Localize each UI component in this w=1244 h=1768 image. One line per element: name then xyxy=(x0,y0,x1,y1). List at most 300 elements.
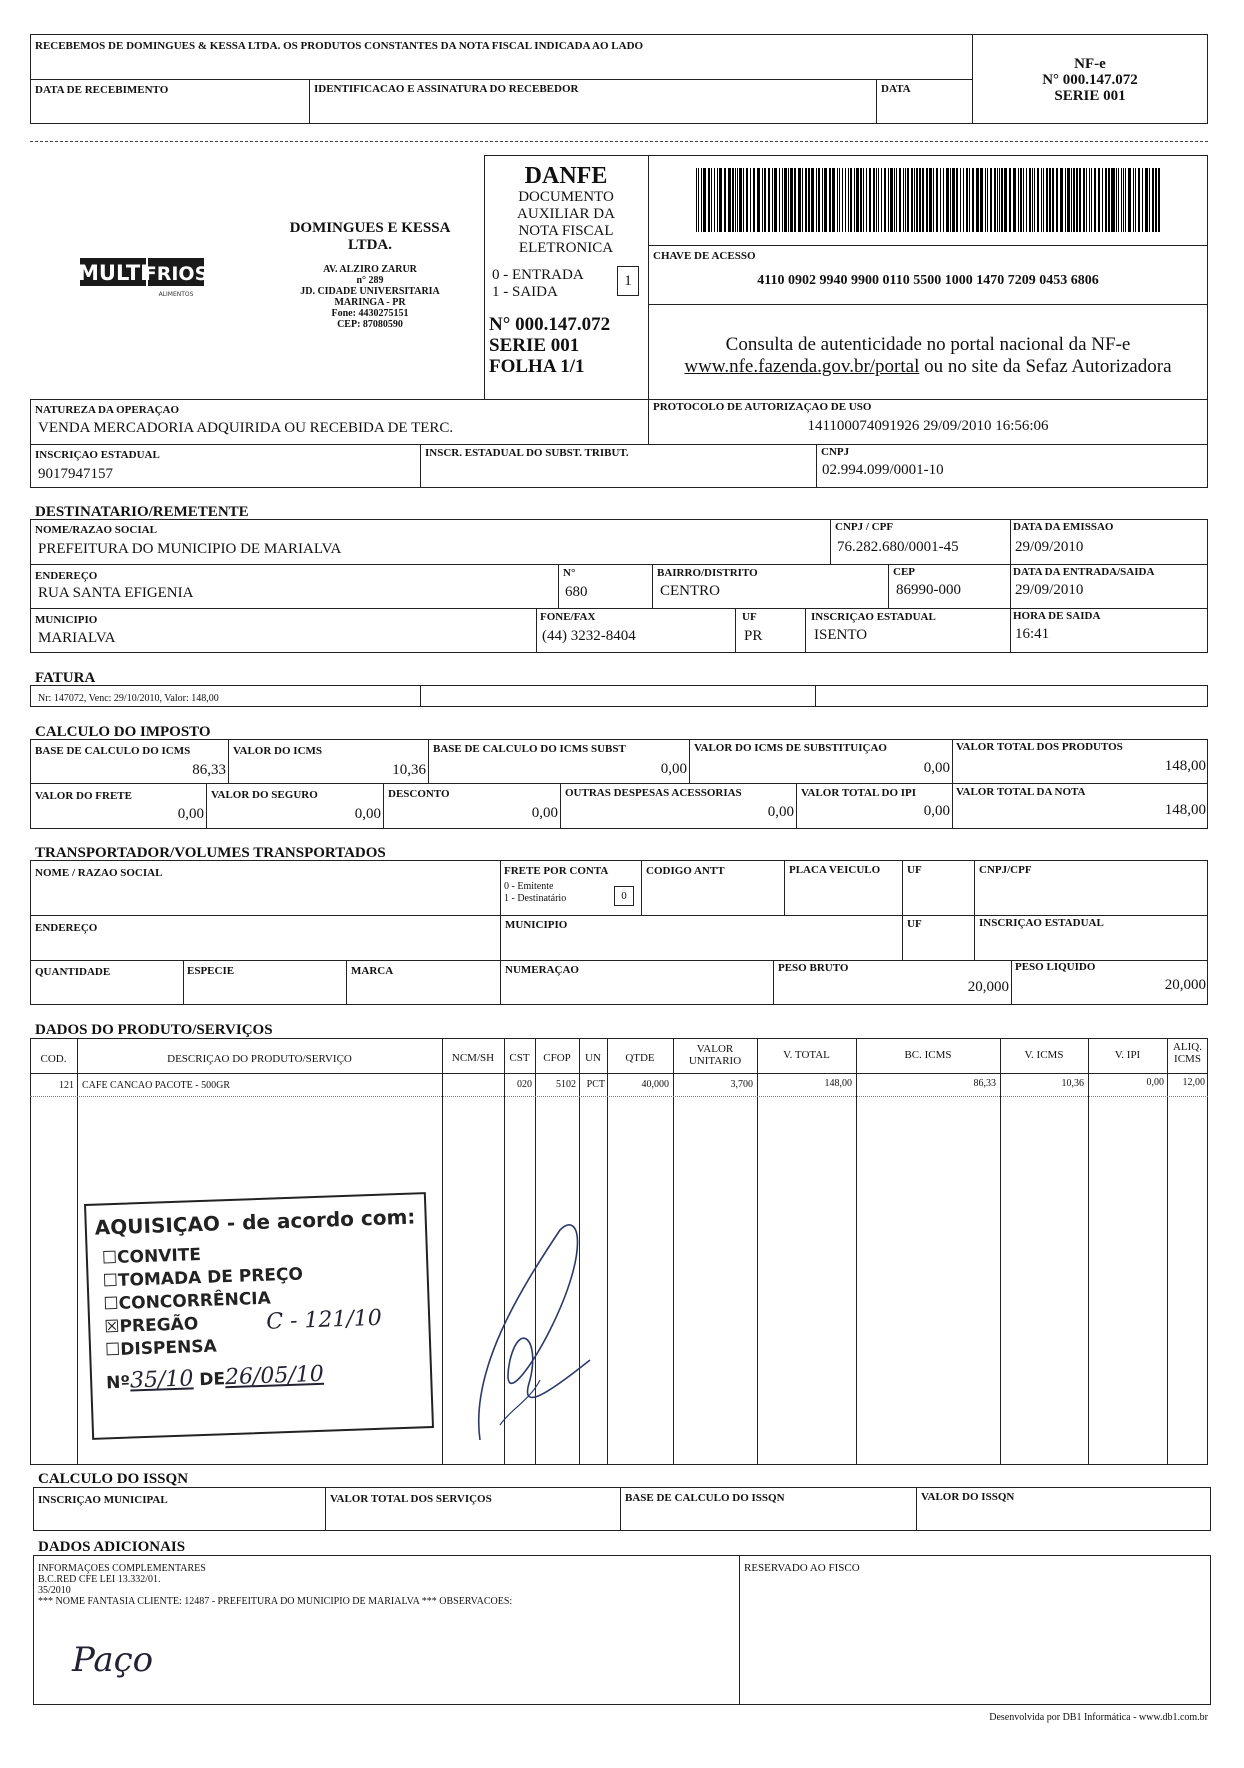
barcode-bar xyxy=(1123,168,1124,232)
barcode-bar xyxy=(832,168,834,232)
barcode-bar xyxy=(927,168,928,232)
barcode-bar xyxy=(1098,168,1100,232)
outras-value: 0,00 xyxy=(767,804,794,820)
barcode-bar xyxy=(1152,168,1154,232)
transp-marca-label: MARCA xyxy=(351,965,394,977)
ipi-value: 0,00 xyxy=(923,803,950,819)
barcode-bar xyxy=(963,168,965,232)
nota-value: 148,00 xyxy=(1164,802,1206,818)
barcode-bar xyxy=(878,168,880,232)
checkbox-empty-icon: ☐ xyxy=(101,1247,118,1269)
transp-frete-opt1: 1 - Destinatário xyxy=(504,893,567,904)
barcode-bar xyxy=(985,168,986,232)
row-cfop: 5102 xyxy=(556,1079,576,1090)
barcode-bar xyxy=(999,168,1000,232)
col-vicms: V. ICMS xyxy=(1024,1049,1064,1061)
barcode-bar xyxy=(1041,168,1042,232)
desconto-value: 0,00 xyxy=(531,805,558,821)
info-line3: *** NOME FANTASIA CLIENTE: 12487 - PREFEITURA DO MUNICIPIO DE MARIALVA *** OBSERVACOES: xyxy=(38,1596,513,1607)
barcode-bar xyxy=(899,168,901,232)
info-label: INFORMAÇOES COMPLEMENTARES xyxy=(38,1563,206,1574)
barcode-bar xyxy=(919,168,921,232)
row-vipi: 0,00 xyxy=(1146,1077,1164,1088)
transp-frete-box xyxy=(614,886,634,906)
dest-num: 680 xyxy=(565,584,588,600)
emitente-endereco: AV. ALZIRO ZARUR xyxy=(323,264,417,275)
table-column-divider xyxy=(673,1038,674,1465)
v-prod-value: 148,00 xyxy=(1164,758,1206,774)
barcode-bar xyxy=(873,168,875,232)
barcode-bar xyxy=(1125,168,1127,232)
barcode-bar xyxy=(990,168,992,232)
barcode-bar xyxy=(719,168,721,232)
issqn-box xyxy=(33,1487,1211,1531)
barcode-bar xyxy=(1034,168,1036,232)
barcode-bar xyxy=(1094,168,1096,232)
fisco-label: RESERVADO AO FISCO xyxy=(744,1562,860,1574)
transp-endereco-label: ENDEREÇO xyxy=(35,922,98,934)
barcode-bar xyxy=(926,168,927,232)
dest-ie: ISENTO xyxy=(814,627,868,643)
bc-st-label: BASE DE CALCULO DO ICMS SUBST xyxy=(433,743,626,755)
col-cst: CST xyxy=(509,1052,530,1064)
v-st-value: 0,00 xyxy=(923,760,950,776)
dest-cnpj-label: CNPJ / CPF xyxy=(835,521,894,533)
dest-cep-label: CEP xyxy=(893,566,915,578)
chave-label: CHAVE DE ACESSO xyxy=(653,250,756,262)
dest-uf: PR xyxy=(744,628,763,644)
adicionais-title: DADOS ADICIONAIS xyxy=(38,1539,186,1555)
v-st-label: VALOR DO ICMS DE SUBSTITUIÇAO xyxy=(694,742,887,754)
barcode-bar xyxy=(782,168,783,232)
barcode-bar xyxy=(969,168,970,232)
barcode-bar xyxy=(808,168,810,232)
barcode-bar xyxy=(1043,168,1045,232)
outras-label: OUTRAS DESPESAS ACESSORIAS xyxy=(565,787,742,799)
transp-uf2-label: UF xyxy=(907,918,922,930)
seguro-label: VALOR DO SEGURO xyxy=(211,789,318,801)
barcode-bar xyxy=(894,168,896,232)
barcode-bar xyxy=(981,168,983,232)
consulta-block xyxy=(648,334,1208,378)
barcode-bar xyxy=(728,168,730,232)
produtos-title: DADOS DO PRODUTO/SERVIÇOS xyxy=(35,1022,273,1038)
v-icms-label: VALOR DO ICMS xyxy=(233,745,323,757)
issqn-bc-label: BASE DE CALCULO DO ISSQN xyxy=(625,1492,785,1504)
barcode-bar xyxy=(708,168,710,232)
bc-icms-label: BASE DE CALCULO DO ICMS xyxy=(35,745,191,757)
transp-peso-liq-label: PESO LIQUIDO xyxy=(1015,961,1096,973)
col-cfop: CFOP xyxy=(543,1052,571,1064)
imposto-title: CALCULO DO IMPOSTO xyxy=(35,724,211,740)
ie-value: 9017947157 xyxy=(38,466,113,482)
row-vunit: 3,700 xyxy=(730,1079,753,1090)
barcode-bar xyxy=(779,168,781,232)
desconto-label: DESCONTO xyxy=(388,788,450,800)
barcode-bar xyxy=(1133,168,1134,232)
consulta-line2 xyxy=(648,356,1208,378)
barcode-bar xyxy=(1029,168,1031,232)
chave-value: 4110 0902 9940 9900 0110 5500 1000 1470 7209 0453 6806 xyxy=(757,273,1099,288)
checkbox-empty-icon: ☐ xyxy=(103,1293,120,1315)
logo-text-multi: MULTI xyxy=(78,261,148,285)
v-prod-label: VALOR TOTAL DOS PRODUTOS xyxy=(956,741,1123,753)
barcode-bar xyxy=(1060,168,1062,232)
barcode-bar xyxy=(876,168,877,232)
dest-nome: PREFEITURA DO MUNICIPIO DE MARIALVA xyxy=(38,541,342,557)
barcode-bar xyxy=(980,168,981,232)
barcode-bar xyxy=(696,168,697,232)
dest-num-label: N° xyxy=(563,567,576,579)
identificacao-label: IDENTIFICACAO E ASSINATURA DO RECEBEDOR xyxy=(314,83,579,95)
emitente-bairro: JD. CIDADE UNIVERSITARIA xyxy=(300,286,440,297)
consulta-line2-rest: ou no site da Sefaz Autorizadora xyxy=(919,356,1172,377)
barcode-bar xyxy=(1108,168,1110,232)
table-column-divider xyxy=(856,1038,857,1465)
barcode-bar xyxy=(922,168,924,232)
emitente-cidade: MARINGA - PR xyxy=(334,297,406,308)
barcode-bar xyxy=(940,168,941,232)
barcode-bar xyxy=(1020,168,1022,232)
barcode-bar xyxy=(866,168,867,232)
barcode-bar xyxy=(701,168,703,232)
recebemos-text: RECEBEMOS DE DOMINGUES & KESSA LTDA. OS PRODUTOS CONSTANTES DA NOTA FISCAL INDICADA AO LADO xyxy=(35,40,644,52)
natureza-value: VENDA MERCADORIA ADQUIRIDA OU RECEBIDA DE TERC. xyxy=(38,420,454,436)
dest-cep: 86990-000 xyxy=(896,582,961,598)
row-un: PCT xyxy=(586,1079,605,1090)
company-logo xyxy=(78,254,206,298)
barcode-bar xyxy=(802,168,804,232)
dest-entrada-label: DATA DA ENTRADA/SAIDA xyxy=(1013,566,1155,578)
row-desc: CAFE CANCAO PACOTE - 500GR xyxy=(82,1080,230,1091)
destinatario-title: DESTINATARIO/REMETENTE xyxy=(35,504,249,520)
col-bcicms: BC. ICMS xyxy=(904,1049,952,1061)
data-label: DATA xyxy=(881,83,911,95)
portal-link[interactable]: www.nfe.fazenda.gov.br/portal xyxy=(684,356,920,377)
frete-label: VALOR DO FRETE xyxy=(35,790,132,802)
v-icms-value: 10,36 xyxy=(392,762,426,778)
issqn-v-label: VALOR DO ISSQN xyxy=(921,1491,1015,1503)
dest-bairro-label: BAIRRO/DISTRITO xyxy=(657,567,758,579)
table-column-divider xyxy=(77,1038,78,1465)
canhoto-hline xyxy=(30,79,972,80)
dest-hora-label: HORA DE SAIDA xyxy=(1013,610,1101,622)
barcode-bar xyxy=(1145,168,1147,232)
data-recebimento-label: DATA DE RECEBIMENTO xyxy=(35,84,169,96)
barcode-bar xyxy=(757,168,759,232)
cnpj-value: 02.994.099/0001-10 xyxy=(822,462,944,478)
barcode-bar xyxy=(952,168,954,232)
stamp-options xyxy=(102,1240,306,1362)
info-line2: 35/2010 xyxy=(38,1585,71,1596)
stamp-opt-convite: ☐CONVITE xyxy=(101,1244,202,1269)
stamp-no-line: Nº35/10 DE26/05/10 xyxy=(105,1361,325,1394)
barcode-bar xyxy=(1023,168,1024,232)
transp-nome-label: NOME / RAZAO SOCIAL xyxy=(35,867,163,879)
handwritten-paco: Paço xyxy=(72,1640,154,1680)
barcode-bar xyxy=(1067,168,1069,232)
barcode-bar xyxy=(946,168,948,232)
barcode-bar xyxy=(1076,168,1078,232)
barcode-bar xyxy=(860,168,861,232)
row-cod: 121 xyxy=(59,1080,74,1091)
barcode-bar xyxy=(943,168,945,232)
barcode-bar xyxy=(1158,168,1160,232)
barcode-bar xyxy=(976,168,978,232)
barcode-bar xyxy=(1049,168,1051,232)
stamp-opt-tomada: ☐TOMADA DE PREÇO xyxy=(102,1264,304,1292)
barcode-bar xyxy=(845,168,846,232)
barcode-bar xyxy=(1013,168,1015,232)
barcode-bar xyxy=(753,168,754,232)
barcode-bar xyxy=(914,168,915,232)
barcode-bar xyxy=(1116,168,1117,232)
row-qtde: 40,000 xyxy=(641,1079,669,1090)
dest-bairro: CENTRO xyxy=(660,583,720,599)
danfe-folha: FOLHA 1/1 xyxy=(489,356,585,377)
protocolo-value: 141100074091926 29/09/2010 16:56:06 xyxy=(807,418,1049,434)
barcode-bar xyxy=(811,168,813,232)
barcode-bar xyxy=(829,168,831,232)
table-row[interactable] xyxy=(30,1074,1208,1097)
barcode-bar xyxy=(863,168,864,232)
barcode-bar xyxy=(888,168,889,232)
dest-ie-label: INSCRIÇAO ESTADUAL xyxy=(811,611,936,623)
barcode-bar xyxy=(714,168,715,232)
barcode-bar xyxy=(1155,168,1157,232)
barcode-bar xyxy=(774,168,776,232)
row-aliq: 12,00 xyxy=(1182,1077,1205,1088)
danfe-entrada: 0 - ENTRADA xyxy=(492,267,584,283)
barcode-bar xyxy=(950,168,951,232)
barcode-bar xyxy=(732,168,734,232)
barcode-bar xyxy=(1065,168,1066,232)
barcode-bar xyxy=(842,168,843,232)
barcode-bar xyxy=(966,168,968,232)
barcode-bar xyxy=(762,168,763,232)
barcode-bar xyxy=(994,168,996,232)
transp-numeracao-label: NUMERAÇAO xyxy=(505,964,579,976)
transp-frete-label: FRETE POR CONTA xyxy=(504,865,609,877)
barcode-bar xyxy=(1086,168,1088,232)
dest-fone-label: FONE/FAX xyxy=(540,611,596,623)
dest-cnpj: 76.282.680/0001-45 xyxy=(837,539,959,555)
transp-frete-opt0: 0 - Emitente xyxy=(504,881,554,892)
barcode-bar xyxy=(1128,168,1130,232)
table-column-divider xyxy=(1088,1038,1089,1465)
stamp-opt-pregao: ☒PREGÃO xyxy=(103,1314,199,1338)
barcode-bar xyxy=(987,168,989,232)
danfe-serie: SERIE 001 xyxy=(489,335,580,356)
barcode-bar xyxy=(837,168,839,232)
barcode-bar xyxy=(1009,168,1011,232)
transp-placa-label: PLACA VEICULO xyxy=(789,864,881,876)
barcode-bar xyxy=(1091,168,1092,232)
barcode-bar xyxy=(1073,168,1075,232)
dest-fone: (44) 3232-8404 xyxy=(542,628,636,644)
iest-label: INSCR. ESTADUAL DO SUBST. TRIBUT. xyxy=(425,447,629,459)
barcode-bar xyxy=(1135,168,1137,232)
ipi-label: VALOR TOTAL DO IPI xyxy=(801,787,917,799)
table-column-divider xyxy=(757,1038,758,1465)
stamp-opt-dispensa: ☐DISPENSA xyxy=(104,1336,218,1361)
consulta-line1: Consulta de autenticidade no portal nacional da NF-e xyxy=(725,334,1131,355)
logo-text-alimentos: ALIMENTOS xyxy=(158,291,194,298)
barcode-bar xyxy=(1118,168,1120,232)
barcode-bar xyxy=(750,168,751,232)
nota-label: VALOR TOTAL DA NOTA xyxy=(956,786,1086,798)
barcode-bar xyxy=(869,168,871,232)
barcode-bar xyxy=(972,168,974,232)
footer-credit: Desenvolvida por DB1 Informática - www.db1.com.br xyxy=(989,1712,1208,1723)
barcode-bar xyxy=(1102,168,1103,232)
barcode-bar xyxy=(856,168,858,232)
barcode-bar xyxy=(1111,168,1112,232)
checkbox-empty-icon: ☐ xyxy=(102,1270,119,1292)
barcode-bar xyxy=(784,168,786,232)
row-vtotal: 148,00 xyxy=(824,1078,852,1089)
barcode-bar xyxy=(798,168,800,232)
danfe-title-block xyxy=(484,163,648,257)
natureza-label: NATUREZA DA OPERAÇAO xyxy=(35,404,180,416)
barcode-bar xyxy=(933,168,935,232)
barcode-bar xyxy=(1142,168,1144,232)
barcode-bar xyxy=(703,168,705,232)
issqn-im-label: INSCRIÇAO MUNICIPAL xyxy=(38,1494,168,1506)
cnpj-label: CNPJ xyxy=(821,446,850,458)
dest-endereco: RUA SANTA EFIGENIA xyxy=(38,585,194,601)
barcode-bar xyxy=(794,168,796,232)
barcode-bar xyxy=(848,168,850,232)
barcode-bar xyxy=(818,168,820,232)
emitente-nome: DOMINGUES E KESSA LTDA. xyxy=(289,220,451,253)
stamp-no-value: 35/10 xyxy=(129,1366,194,1394)
canhoto-nfe-label: NF-e xyxy=(1074,56,1106,72)
barcode-bar xyxy=(839,168,840,232)
danfe-numero: N° 000.147.072 xyxy=(489,314,611,335)
barcode-bar xyxy=(698,168,699,232)
stamp-de-value: 26/05/10 xyxy=(224,1361,325,1391)
barcode-bar xyxy=(997,168,998,232)
barcode-bar xyxy=(737,168,739,232)
col-vtotal: V. TOTAL xyxy=(783,1049,830,1061)
row-bcicms: 86,33 xyxy=(973,1078,996,1089)
transp-ie-label: INSCRIÇAO ESTADUAL xyxy=(979,917,1104,929)
dest-emissao: 29/09/2010 xyxy=(1015,539,1084,555)
stamp-handwritten-code: C - 121/10 xyxy=(265,1305,383,1335)
barcode-bar xyxy=(890,168,892,232)
fatura-text: Nr: 147072, Venc: 29/10/2010, Valor: 148,00 xyxy=(38,693,219,704)
barcode-bar xyxy=(881,168,882,232)
dest-municipio-label: MUNICIPIO xyxy=(35,614,98,626)
aquisicao-stamp xyxy=(84,1192,434,1440)
dest-emissao-label: DATA DA EMISSAO xyxy=(1013,521,1114,533)
dest-entrada: 29/09/2010 xyxy=(1015,582,1084,598)
transp-antt-label: CODIGO ANTT xyxy=(646,865,725,877)
issqn-title: CALCULO DO ISSQN xyxy=(38,1471,189,1487)
barcode-bar xyxy=(907,168,909,232)
row-cst: 020 xyxy=(517,1079,532,1090)
barcode-bar xyxy=(1121,168,1122,232)
signature xyxy=(440,1210,620,1450)
barcode-bar xyxy=(1149,168,1151,232)
barcode-bar xyxy=(735,168,736,232)
cut-line xyxy=(30,141,1208,142)
bc-icms-value: 86,33 xyxy=(192,762,226,778)
dest-uf-label: UF xyxy=(742,611,757,623)
checkbox-checked-icon: ☒ xyxy=(103,1316,120,1338)
barcode-bar xyxy=(790,168,792,232)
produtos-header xyxy=(30,1038,1208,1073)
dest-nome-label: NOME/RAZAO SOCIAL xyxy=(35,524,157,536)
barcode-bar xyxy=(788,168,789,232)
transp-cnpj-label: CNPJ/CPF xyxy=(979,864,1032,876)
transporte-title: TRANSPORTADOR/VOLUMES TRANSPORTADOS xyxy=(35,845,386,861)
seguro-value: 0,00 xyxy=(354,806,381,822)
barcode-bar xyxy=(905,168,906,232)
col-aliq: ALIQ. ICMS xyxy=(1172,1041,1203,1065)
danfe-sub: DOCUMENTO AUXILIAR DA NOTA FISCAL ELETRONICA xyxy=(517,189,615,256)
barcode-bar xyxy=(754,168,755,232)
barcode-bar xyxy=(1004,168,1006,232)
barcode-bar xyxy=(896,168,897,232)
barcode-bar xyxy=(764,168,766,232)
barcode-bar xyxy=(1032,168,1033,232)
barcode-bar xyxy=(768,168,770,232)
barcode-bar xyxy=(1138,168,1140,232)
canhoto-serie: SERIE 001 xyxy=(1054,88,1126,104)
barcode-bar xyxy=(1046,168,1048,232)
transp-peso-liq: 20,000 xyxy=(1164,977,1206,993)
barcode-bar xyxy=(929,168,931,232)
barcode-bar xyxy=(884,168,886,232)
barcode-bar xyxy=(1018,168,1019,232)
stamp-title: AQUISIÇAO - de acordo com: xyxy=(94,1204,416,1240)
info-line1: B.C.RED CFE LEI 13.332/01. xyxy=(38,1574,161,1585)
danfe-numero-block xyxy=(489,314,610,377)
dest-municipio: MARIALVA xyxy=(38,630,116,646)
ie-label: INSCRIÇAO ESTADUAL xyxy=(35,449,160,461)
barcode-bar xyxy=(724,168,726,232)
barcode-bar xyxy=(1052,168,1054,232)
stamp-opt-concorrencia: ☐CONCORRÊNCIA xyxy=(103,1288,272,1315)
barcode-bar xyxy=(824,168,826,232)
barcode-bar xyxy=(822,168,824,232)
barcode-bar xyxy=(1112,168,1114,232)
col-vipi: V. IPI xyxy=(1114,1049,1141,1061)
barcode-bar xyxy=(1037,168,1039,232)
col-ncm: NCM/SH xyxy=(451,1052,495,1064)
barcode-bar xyxy=(850,168,852,232)
transp-frete-value: 0 xyxy=(621,890,627,902)
barcode-bar xyxy=(854,168,855,232)
frete-value: 0,00 xyxy=(177,806,204,822)
issqn-vserv-label: VALOR TOTAL DOS SERVIÇOS xyxy=(330,1493,492,1505)
barcode-bar xyxy=(746,168,748,232)
barcode-bar xyxy=(1056,168,1058,232)
col-qtde: QTDE xyxy=(625,1052,655,1064)
transp-qtd-label: QUANTIDADE xyxy=(35,966,111,978)
canhoto-nfe xyxy=(972,56,1208,104)
barcode-bar xyxy=(717,168,718,232)
bc-st-value: 0,00 xyxy=(660,761,687,777)
barcode-bar xyxy=(805,168,807,232)
barcode-bar xyxy=(1001,168,1003,232)
barcode xyxy=(696,168,1162,232)
barcode-bar xyxy=(903,168,904,232)
dest-endereco-label: ENDEREÇO xyxy=(35,570,98,582)
canhoto-numero: N° 000.147.072 xyxy=(1042,72,1138,88)
